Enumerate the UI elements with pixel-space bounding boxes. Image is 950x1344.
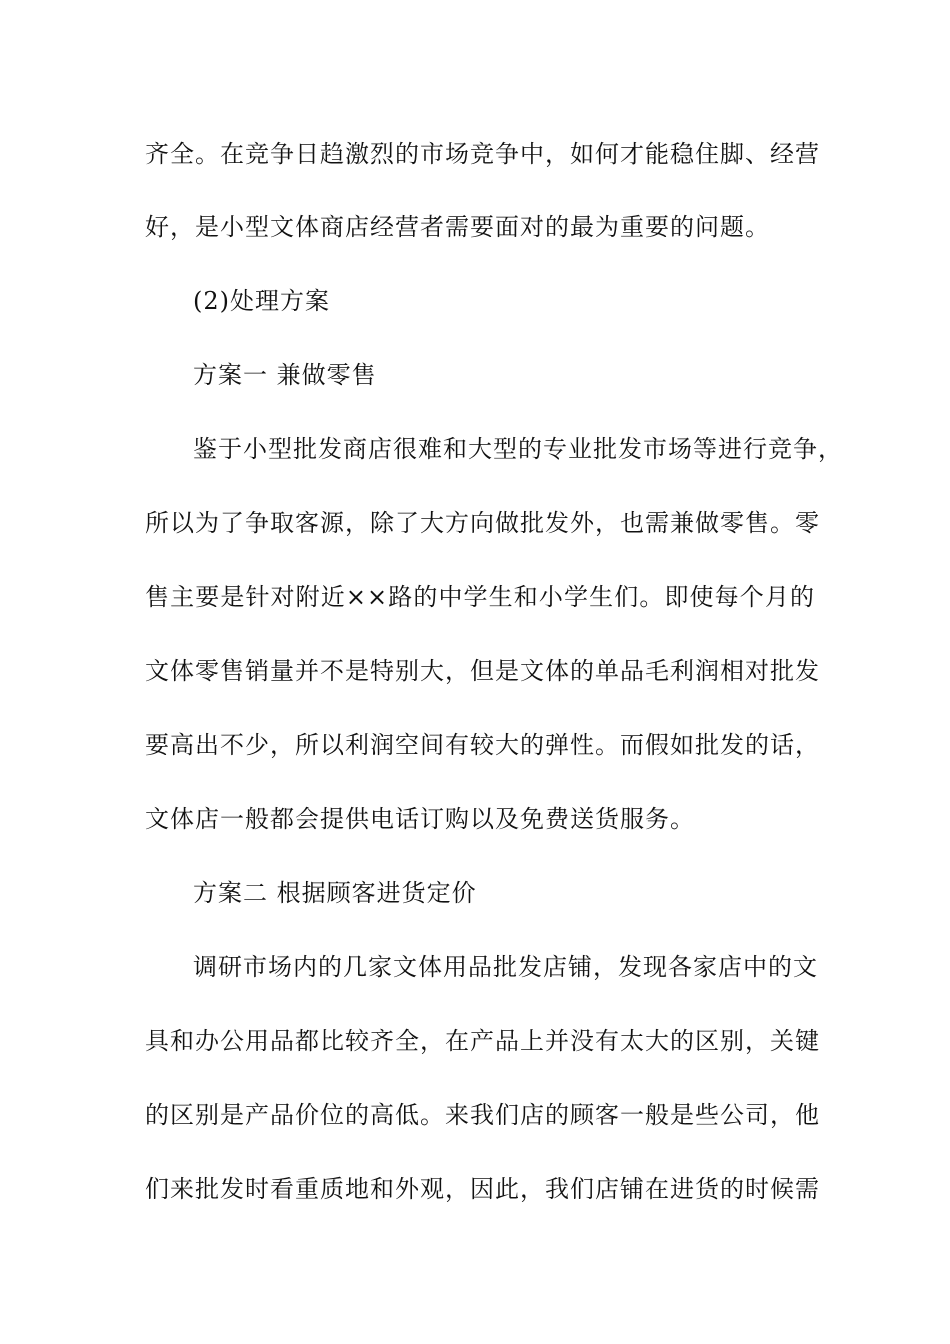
text-line-2: 好，是小型文体商店经营者需要面对的最为重要的问题。 [145,213,770,241]
text-line-10: 文体店一般都会提供电话订购以及免费送货服务。 [145,805,695,833]
text-line-1: 齐全。在竞争日趋激烈的市场竞争中，如何才能稳住脚、经营 [145,140,820,168]
section-heading: (2)处理方案 [193,287,330,315]
text-line-13: 具和办公用品都比较齐全，在产品上并没有太大的区别，关键 [145,1027,820,1055]
plan-one-heading: 方案一 兼做零售 [193,361,377,389]
text-line-12: 调研市场内的几家文体用品批发店铺，发现各家店中的文 [193,953,818,981]
text-line-5: 鉴于小型批发商店很难和大型的专业批发市场等进行竞争， [193,435,843,463]
text-line-7: 售主要是针对附近××路的中学生和小学生们。即使每个月的 [145,583,815,611]
text-line-14: 的区别是产品价位的高低。来我们店的顾客一般是些公司，他 [145,1101,820,1129]
text-line-9: 要高出不少，所以利润空间有较大的弹性。而假如批发的话， [145,731,820,759]
text-line-6: 所以为了争取客源，除了大方向做批发外，也需兼做零售。零 [145,509,820,537]
plan-two-heading: 方案二 根据顾客进货定价 [193,879,477,907]
text-line-15: 们来批发时看重质地和外观，因此，我们店铺在进货的时候需 [145,1175,820,1203]
text-line-8: 文体零售销量并不是特别大，但是文体的单品毛利润相对批发 [145,657,820,685]
